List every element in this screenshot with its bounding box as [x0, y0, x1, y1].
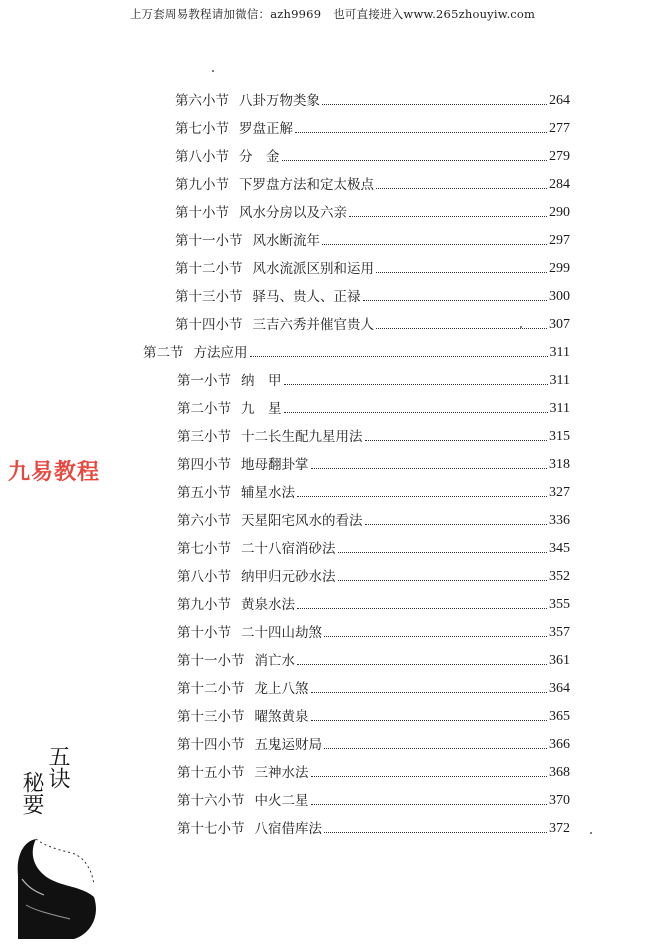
toc-entry-title: 龙上八煞 [254, 681, 309, 697]
toc-entry-title: 中火二星 [254, 793, 309, 809]
toc-entry-title: 八卦万物类象 [239, 93, 320, 109]
toc-entry-page: 311 [549, 345, 570, 360]
toc-entry-label: 第十六小节 [177, 793, 245, 809]
side-title-line-2: 秘要 [19, 771, 44, 815]
toc-entry[interactable] [175, 202, 570, 222]
dot-leader [376, 272, 547, 273]
toc-entry[interactable] [177, 426, 570, 446]
toc-entry-title: 风水断流年 [252, 233, 320, 249]
dot-leader [295, 132, 547, 133]
toc-entry[interactable] [177, 678, 570, 698]
toc-entry[interactable] [175, 90, 570, 110]
toc-entry-label: 第六小节 [177, 513, 231, 529]
header-text-website: 也可直接进入www.265zhouyiw.com [333, 7, 536, 21]
dot-leader [324, 636, 547, 637]
dot-leader [284, 412, 548, 413]
toc-entry-title: 罗盘正解 [239, 121, 293, 137]
toc-entry-label: 第二小节 [177, 401, 231, 417]
toc-entry-label: 第七小节 [175, 121, 229, 137]
toc-entry-title: 三神水法 [254, 765, 309, 781]
toc-entry-label: 第十二小节 [177, 681, 245, 697]
toc-entry[interactable] [177, 622, 570, 642]
toc-entry[interactable] [177, 370, 570, 390]
toc-entry-label: 第十七小节 [177, 821, 245, 837]
toc-entry-page: 264 [549, 93, 570, 108]
toc-entry-page: 279 [549, 149, 570, 164]
toc-entry[interactable] [175, 258, 570, 278]
toc-entry[interactable] [177, 538, 570, 558]
toc-entry[interactable] [177, 398, 570, 418]
dot-leader [311, 468, 548, 469]
toc-entry-label: 第十小节 [177, 625, 231, 641]
toc-entry[interactable] [175, 314, 570, 334]
toc-entry-title: 方法应用 [193, 345, 248, 361]
dot-leader [250, 356, 548, 357]
toc-entry-title: 风水流派区别和运用 [252, 261, 374, 277]
scan-speck [212, 70, 214, 72]
dot-leader [282, 160, 548, 161]
toc-entry-title: 八宿借库法 [254, 821, 322, 837]
toc-entry-title: 纳 甲 [241, 373, 282, 389]
toc-entry[interactable] [177, 706, 570, 726]
dot-leader [365, 524, 548, 525]
toc-entry-page: 345 [549, 541, 570, 556]
toc-entry-label: 第四小节 [177, 457, 231, 473]
toc-entry-title: 黄泉水法 [241, 597, 295, 613]
toc-entry-page: 277 [549, 121, 570, 136]
toc-entry-title: 辅星水法 [241, 485, 295, 501]
toc-entry-page: 364 [549, 681, 570, 696]
dot-leader [311, 776, 548, 777]
toc-entry[interactable] [175, 230, 570, 250]
scan-speck [520, 326, 522, 328]
toc-section-entry[interactable] [143, 342, 570, 362]
toc-entry-label: 第三小节 [177, 429, 231, 445]
toc-entry[interactable] [177, 734, 570, 754]
toc-entry-page: 284 [549, 177, 570, 192]
dot-leader [297, 496, 547, 497]
dot-leader [338, 580, 548, 581]
header-text-wechat: 上万套周易教程请加微信：azh9969 [129, 7, 322, 21]
toc-entry-label: 第八小节 [175, 149, 229, 165]
scan-speck [590, 832, 592, 834]
toc-entry-label: 第十四小节 [177, 737, 245, 753]
toc-entry[interactable] [177, 650, 570, 670]
toc-entry-label: 第六小节 [175, 93, 229, 109]
toc-entry-label: 第二节 [143, 345, 184, 361]
toc-entry-label: 第十一小节 [175, 233, 243, 249]
dot-leader [311, 692, 548, 693]
toc-entry[interactable] [175, 146, 570, 166]
toc-entry-title: 曜煞黄泉 [254, 709, 309, 725]
toc-entry-title: 分 金 [239, 149, 280, 165]
toc-entry[interactable] [175, 118, 570, 138]
toc-entry[interactable] [177, 818, 570, 838]
toc-entry-title: 三吉六秀并催官贵人 [252, 317, 374, 333]
dot-leader [324, 748, 547, 749]
toc-entry-title: 地母翻卦掌 [241, 457, 309, 473]
toc-entry-title: 驿马、贵人、正禄 [252, 289, 361, 305]
toc-entry-title: 天星阳宅风水的看法 [241, 513, 363, 529]
toc-entry[interactable] [177, 762, 570, 782]
dot-leader [365, 440, 548, 441]
toc-entry-title: 二十八宿消砂法 [241, 541, 336, 557]
toc-entry[interactable] [177, 482, 570, 502]
toc-entry-page: 300 [549, 289, 570, 304]
toc-entry-page: 372 [549, 821, 570, 836]
dot-leader [297, 608, 547, 609]
toc-entry-title: 十二长生配九星用法 [241, 429, 363, 445]
toc-entry-page: 368 [549, 765, 570, 780]
toc-entry-label: 第一小节 [177, 373, 231, 389]
toc-entry[interactable] [177, 594, 570, 614]
toc-entry-label: 第八小节 [177, 569, 231, 585]
toc-entry[interactable] [177, 790, 570, 810]
side-book-title [18, 745, 78, 835]
toc-entry[interactable] [177, 510, 570, 530]
toc-entry-label: 第十五小节 [177, 765, 245, 781]
dot-leader [297, 664, 547, 665]
dot-leader [338, 552, 548, 553]
toc-entry-page: 352 [549, 569, 570, 584]
toc-entry-title: 二十四山劫煞 [241, 625, 322, 641]
toc-entry[interactable] [175, 174, 570, 194]
dot-leader [324, 832, 547, 833]
dot-leader [349, 216, 547, 217]
toc-entry-title: 风水分房以及六亲 [239, 205, 347, 221]
toc-entry[interactable] [177, 454, 570, 474]
dot-leader [322, 244, 547, 245]
toc-entry-page: 318 [549, 457, 570, 472]
toc-entry-page: 327 [549, 485, 570, 500]
toc-entry-page: 357 [549, 625, 570, 640]
toc-entry-label: 第十二小节 [175, 261, 243, 277]
toc-entry-title: 纳甲归元砂水法 [241, 569, 336, 585]
toc-entry-page: 311 [549, 373, 570, 388]
dot-leader [376, 328, 547, 329]
dot-leader [311, 804, 548, 805]
toc-entry-page: 355 [549, 597, 570, 612]
toc-entry[interactable] [175, 286, 570, 306]
toc-entry-page: 315 [549, 429, 570, 444]
dot-leader [311, 720, 548, 721]
side-title-line-1: 五诀 [45, 745, 70, 789]
toc-entry-label: 第五小节 [177, 485, 231, 501]
toc-entry-label: 第十小节 [175, 205, 229, 221]
dot-leader [363, 300, 548, 301]
toc-entry-label: 第九小节 [177, 597, 231, 613]
dot-leader [322, 104, 547, 105]
toc-entry-label: 第十三小节 [175, 289, 243, 305]
toc-entry-page: 361 [549, 653, 570, 668]
watermark-logo: 九易教程 [8, 460, 101, 485]
toc-entry-page: 307 [549, 317, 570, 332]
toc-entry-label: 第七小节 [177, 541, 231, 557]
toc-entry-page: 297 [549, 233, 570, 248]
toc-entry-title: 下罗盘方法和定太极点 [239, 177, 374, 193]
toc-entry-label: 第十一小节 [177, 653, 245, 669]
toc-entry-label: 第十四小节 [175, 317, 243, 333]
toc-entry-title: 消亡水 [254, 653, 295, 669]
toc-entry-page: 370 [549, 793, 570, 808]
toc-entry[interactable] [177, 566, 570, 586]
toc-entry-page: 311 [549, 401, 570, 416]
toc-entry-page: 365 [549, 709, 570, 724]
toc-entry-title: 九 星 [241, 401, 282, 417]
ink-brush-decoration [14, 835, 104, 940]
toc-entry-page: 290 [549, 205, 570, 220]
toc-entry-label: 第九小节 [175, 177, 229, 193]
toc-entry-page: 299 [549, 261, 570, 276]
toc-entry-page: 366 [549, 737, 570, 752]
toc-entry-title: 五鬼运财局 [254, 737, 322, 753]
dot-leader [376, 188, 547, 189]
toc-entry-label: 第十三小节 [177, 709, 245, 725]
dot-leader [284, 384, 548, 385]
toc-entry-page: 336 [549, 513, 570, 528]
